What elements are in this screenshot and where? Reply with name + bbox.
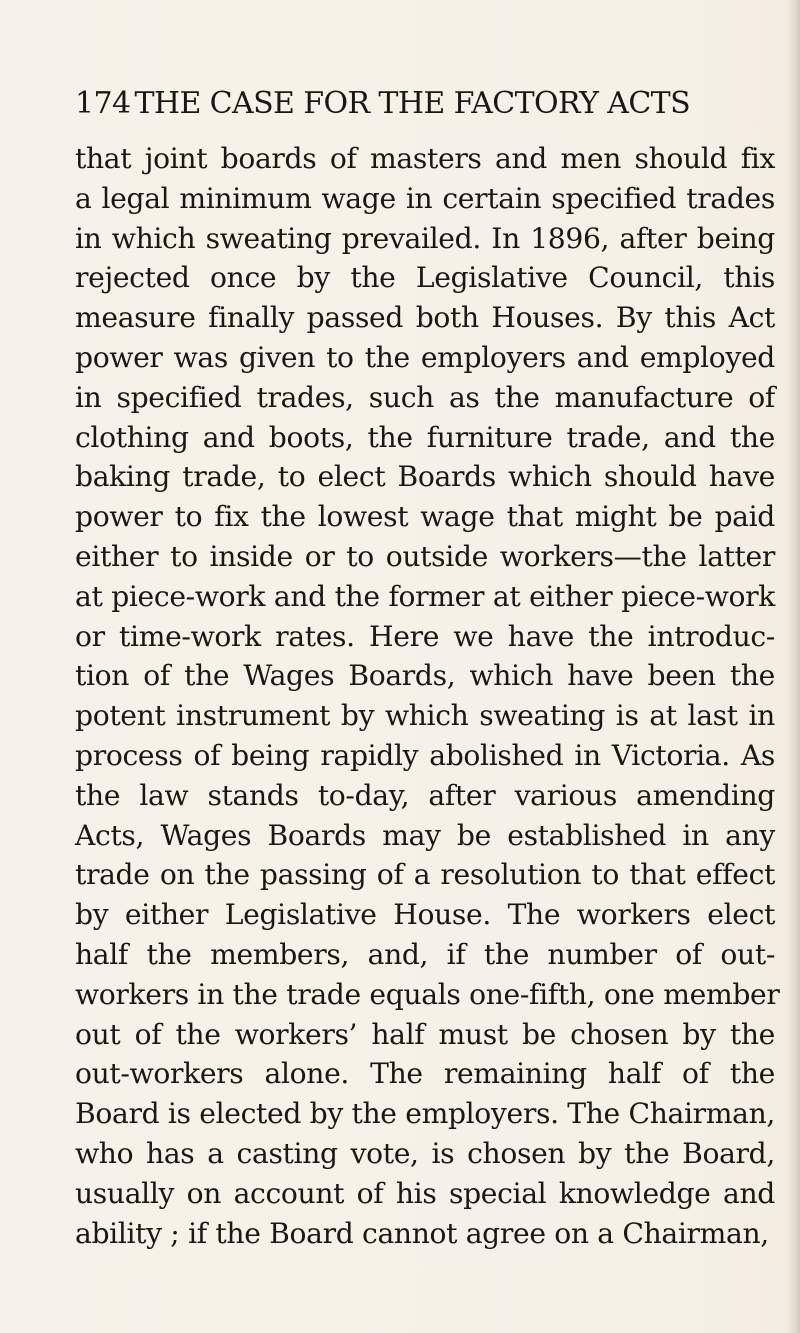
text-line: or time-work rates. Here we have the introduc- xyxy=(75,619,775,653)
text-line: at piece-work and the former at either piece-work xyxy=(75,579,775,613)
text-line: in specified trades, such as the manufacture of xyxy=(75,380,775,414)
text-line: out of the workers’ half must be chosen by the xyxy=(75,1017,775,1051)
text-line: potent instrument by which sweating is at last in xyxy=(75,699,775,733)
text-line: rejected once by the Legislative Council, this xyxy=(75,261,775,295)
text-line: workers in the trade equals one-fifth, one member xyxy=(75,977,780,1011)
text-line: out-workers alone. The remaining half of the xyxy=(75,1057,775,1091)
text-line: trade on the passing of a resolution to that effect xyxy=(75,858,775,892)
text-line: either to inside or to outside workers—the latter xyxy=(75,539,775,573)
text-line: measure finally passed both Houses. By this Act xyxy=(75,301,775,335)
text-line: power to fix the lowest wage that might be paid xyxy=(75,500,775,534)
text-line: a legal minimum wage in certain specified trades xyxy=(75,181,775,215)
text-line: usually on account of his special knowledge and xyxy=(75,1176,775,1210)
text-line: half the members, and, if the number of out- xyxy=(75,937,775,971)
text-line: Board is elected by the employers. The Chairman, xyxy=(75,1097,775,1131)
text-line: by either Legislative House. The workers elect xyxy=(75,898,775,932)
text-line: baking trade, to elect Boards which should have xyxy=(75,460,775,494)
text-line: clothing and boots, the furniture trade, and the xyxy=(75,420,775,454)
text-line: who has a casting vote, is chosen by the Board, xyxy=(75,1136,775,1170)
text-line: power was given to the employers and employed xyxy=(75,340,775,374)
text-line: in which sweating prevailed. In 1896, after being xyxy=(75,221,775,255)
text-line: the law stands to-day, after various amending xyxy=(75,778,775,812)
text-line: that joint boards of masters and men should fix xyxy=(75,142,775,175)
body-text xyxy=(75,139,780,1253)
running-title: THE CASE FOR THE FACTORY ACTS xyxy=(134,86,691,121)
text-line: tion of the Wages Boards, which have been the xyxy=(75,659,775,693)
page-number: 174 xyxy=(75,86,131,121)
text-line: Acts, Wages Boards may be established in any xyxy=(75,818,775,852)
page-edge-shadow xyxy=(786,0,800,1333)
text-line: ability ; if the Board cannot agree on a Chairman, xyxy=(75,1216,769,1250)
running-header xyxy=(75,86,775,121)
text-line: process of being rapidly abolished in Victoria. As xyxy=(75,738,775,772)
